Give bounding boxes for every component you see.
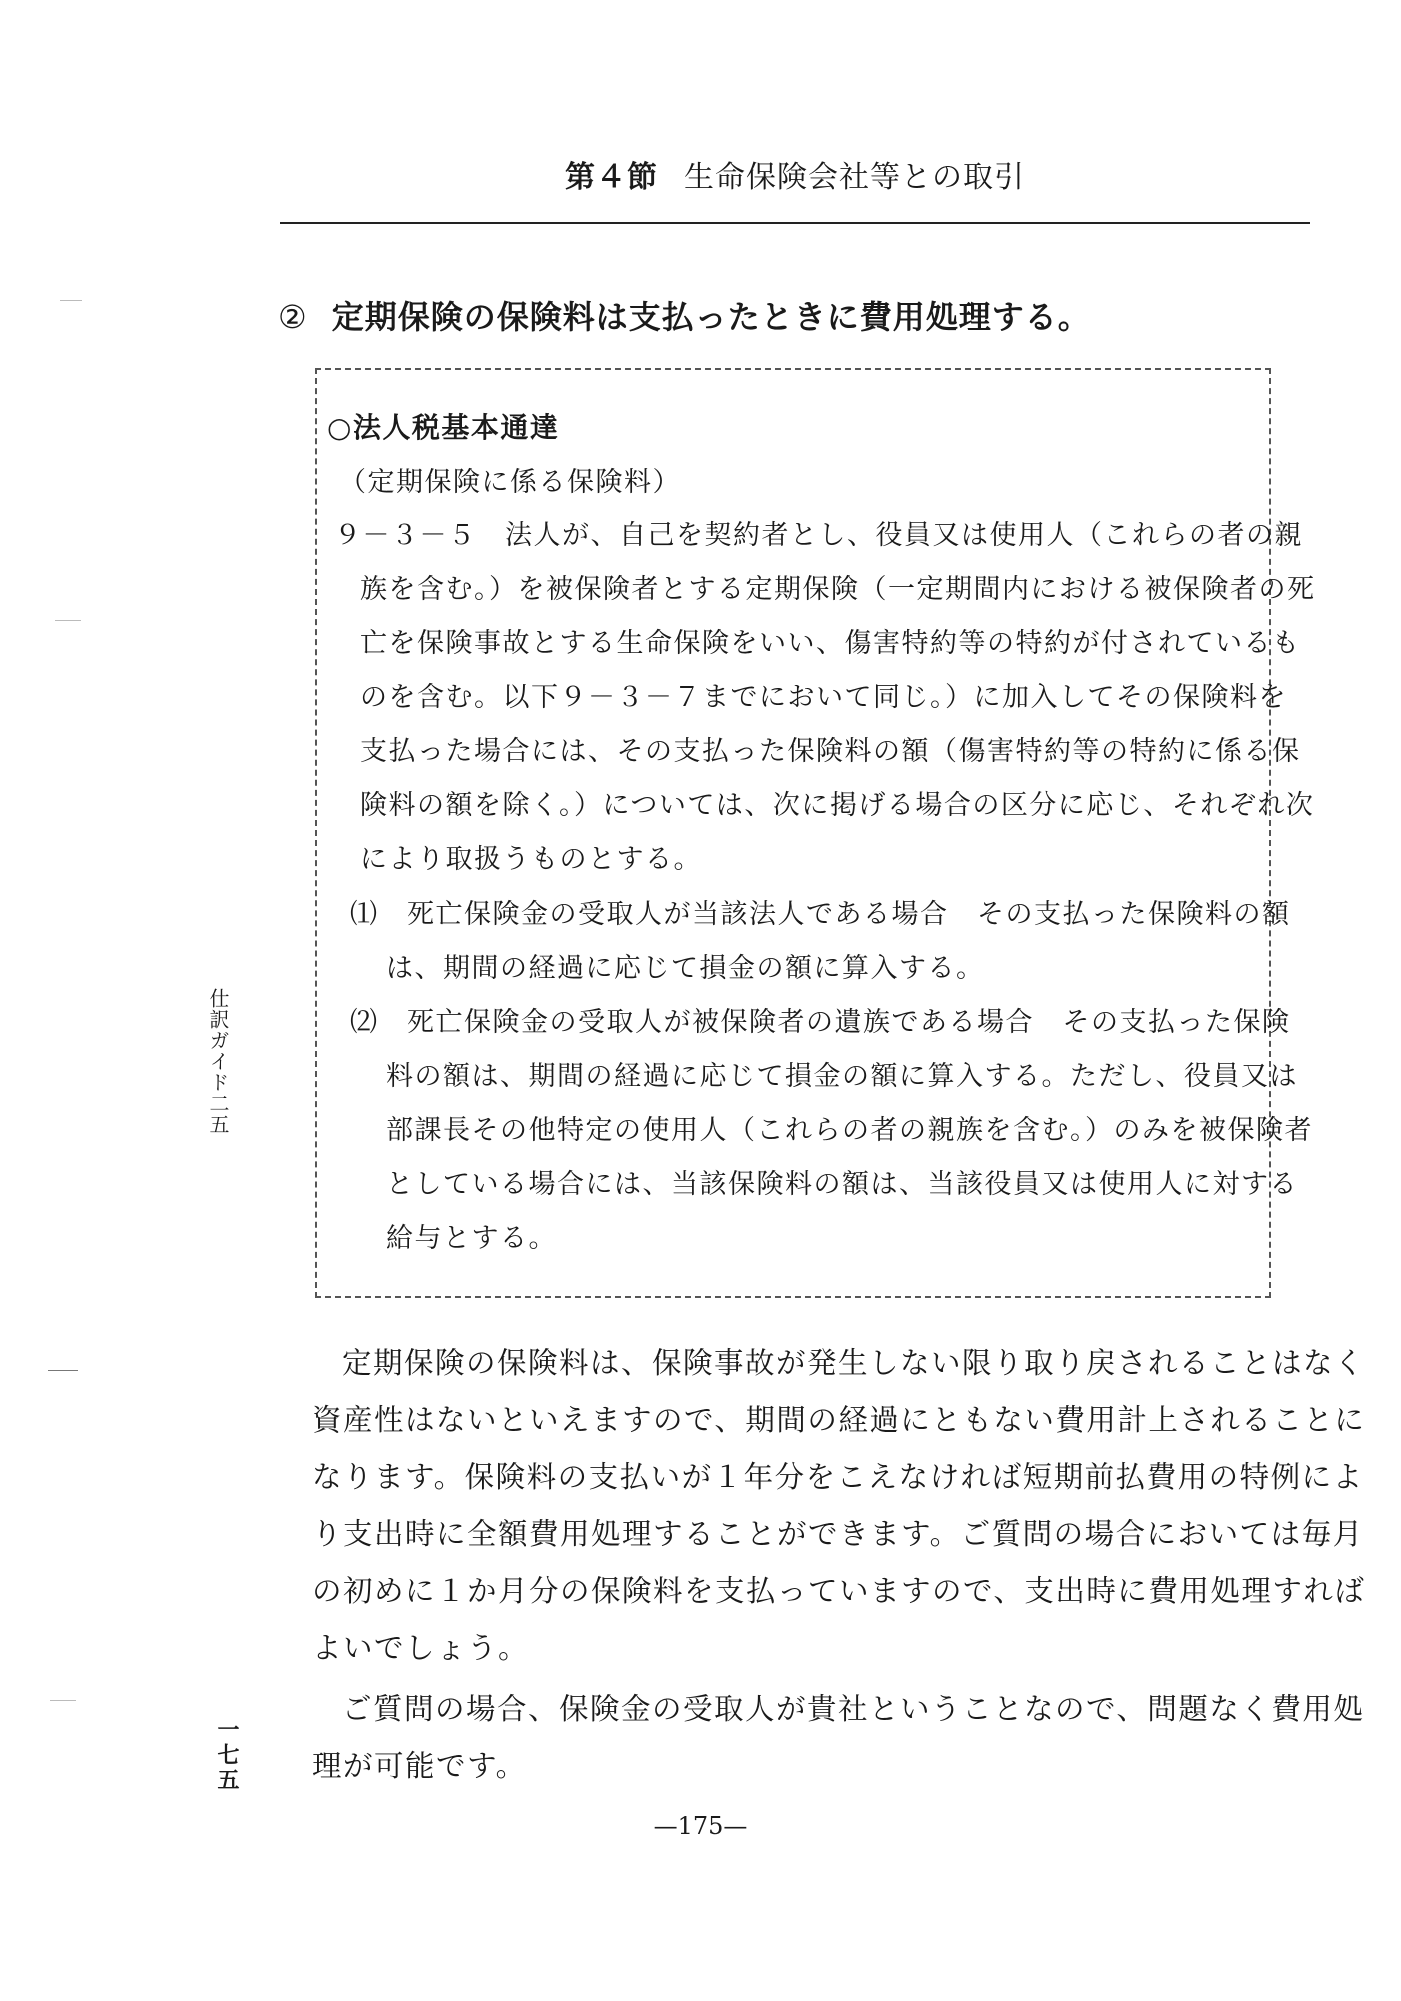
section-number: 第４節 <box>565 160 658 195</box>
scan-mark <box>55 620 81 621</box>
box-line: 料の額は、期間の経過に応じて損金の額に算入する。ただし、役員又は <box>386 1061 1298 1092</box>
body-line: 資産性はないといえますので、期間の経過にともない費用計上されることに <box>312 1403 1366 1437</box>
header-rule <box>280 222 1310 224</box>
box-item-1: ⑴ 死亡保険金の受取人が当該法人である場合 その支払った保険料の額 <box>350 899 1291 930</box>
scan-mark <box>48 1370 78 1371</box>
body-line: 定期保険の保険料は、保険事故が発生しない限り取り戻されることはなく <box>342 1346 1366 1380</box>
box-line: としている場合には、当該保険料の額は、当該役員又は使用人に対する <box>386 1169 1298 1200</box>
side-label: 仕訳ガイド二五 <box>206 988 230 1135</box>
body-line: り支出時に全額費用処理することができます。ご質問の場合においては毎月 <box>312 1517 1364 1551</box>
box-line: 給与とする。 <box>386 1223 557 1254</box>
subsection-heading <box>278 292 1091 338</box>
box-item-2: ⑵ 死亡保険金の受取人が被保険者の遺族である場合 その支払った保険 <box>350 1007 1291 1038</box>
kanji-page-number: 一七五 <box>214 1718 240 1793</box>
body-line: ご質問の場合、保険金の受取人が貴社ということなので、問題なく費用処 <box>342 1692 1365 1726</box>
scan-mark <box>50 1700 76 1701</box>
box-line: 支払った場合には、その支払った保険料の額（傷害特約等の特約に係る保 <box>360 736 1301 767</box>
heading-text: 定期保険の保険料は支払ったときに費用処理する。 <box>331 298 1091 336</box>
box-line: 険料の額を除く。）については、次に掲げる場合の区分に応じ、それぞれ次 <box>360 790 1315 821</box>
running-header <box>280 152 1310 196</box>
heading-number: ② <box>278 298 308 336</box>
box-line: は、期間の経過に応じて損金の額に算入する。 <box>386 953 985 984</box>
body-line: よいでしょう。 <box>312 1631 530 1665</box>
section-title: 生命保険会社等との取引 <box>684 160 1025 195</box>
scan-mark <box>60 300 82 301</box>
tax-circular-box <box>315 368 1316 1298</box>
body-line: 理が可能です。 <box>312 1749 527 1783</box>
body-line: なります。保険料の支払いが１年分をこえなければ短期前払費用の特例によ <box>312 1460 1364 1494</box>
box-line: 亡を保険事故とする生命保険をいい、傷害特約等の特約が付されているも <box>360 628 1301 659</box>
page-number: —175— <box>653 1812 748 1840</box>
box-subtitle: （定期保険に係る保険料） <box>339 467 681 498</box>
box-line: のを含む。以下９－３－７までにおいて同じ。）に加入してその保険料を <box>360 682 1287 713</box>
box-title: ○法人税基本通達 <box>327 411 560 444</box>
box-line: ９－３－５ 法人が、自己を契約者とし、役員又は使用人（これらの者の親 <box>334 520 1303 551</box>
box-line: 部課長その他特定の使用人（これらの者の親族を含む。）のみを被保険者 <box>386 1115 1313 1146</box>
body-line: の初めに１か月分の保険料を支払っていますので、支出時に費用処理すれば <box>312 1574 1366 1608</box>
box-line: 族を含む。）を被保険者とする定期保険（一定期間内における被保険者の死 <box>360 574 1316 605</box>
box-line: により取扱うものとする。 <box>360 844 702 875</box>
